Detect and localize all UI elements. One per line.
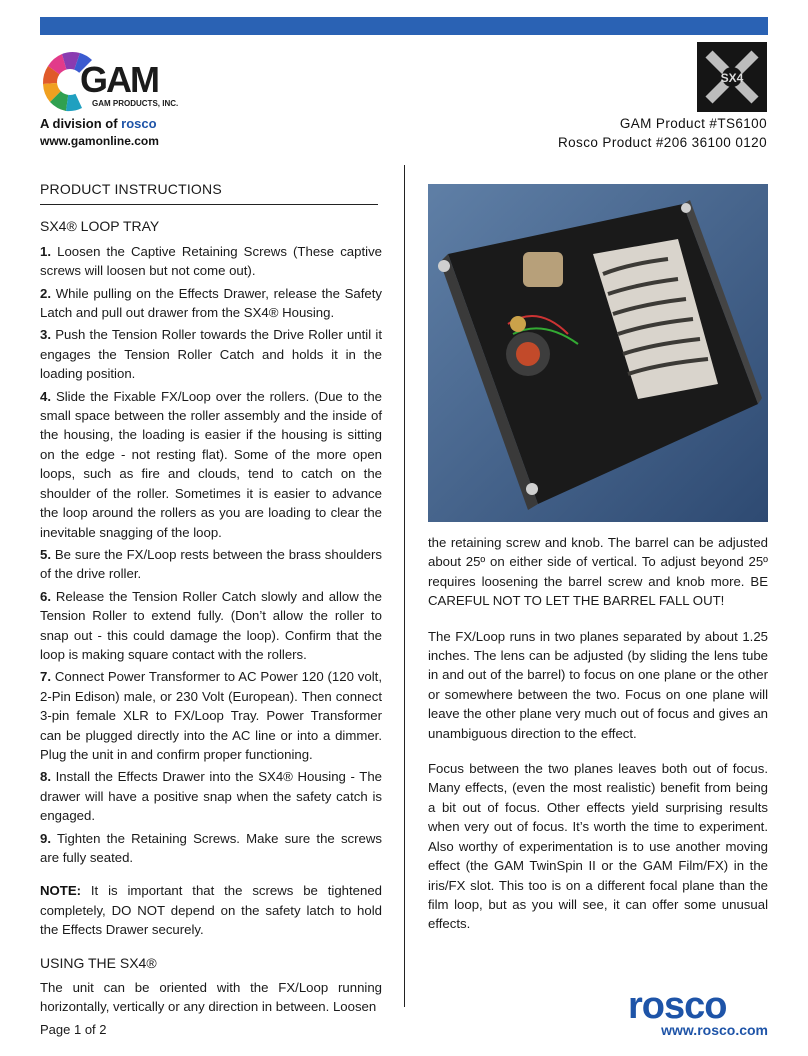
gam-logo [40, 44, 190, 118]
division-line [40, 116, 157, 131]
rosco-logo-text: rosco [628, 985, 727, 1024]
page-number: Page 1 of 2 [40, 1022, 107, 1037]
gam-product-number: GAM Product #TS6100 [619, 116, 767, 131]
loop-tray-title: SX4® LOOP TRAY [40, 218, 160, 235]
instruction-step: 2. While pulling on the Effects Drawer, release the Safety Latch and pull out drawer from the SX4® Housing. [40, 285, 382, 321]
instruction-step: 9. Tighten the Retaining Screws. Make sure the screws are fully seated. [40, 830, 382, 865]
instruction-step: 8. Install the Effects Drawer into the SX4® Housing - The drawer will have a positive snap when the safety catch is engaged. [40, 769, 383, 824]
right-paragraph-2: The FX/Loop runs in two planes separated by about 1.25 inches. The lens can be adjusted (by sliding the lens tube in and out of the barrel) to focus on one plane or the other or somewhere between the two. Focus on one plane will leave the other plane very much out of focus and gives an unambiguous direction to the effect. [428, 628, 768, 741]
instruction-step: 6. Release the Tension Roller Catch slowly and allow the Tension Roller to extend fully. (Don’t allow the roller to snap out - this could damage the loop). Confirm that the loop is making square contact with the rollers. [40, 588, 382, 662]
rosco-logo [628, 984, 768, 1024]
product-numbers [558, 114, 767, 152]
product-photo [428, 184, 768, 522]
sx4-badge [697, 42, 767, 112]
left-column [40, 180, 382, 1017]
using-text: The unit can be oriented with the FX/Loop running horizontally, vertically or any direction in between. Loosen [40, 980, 382, 1015]
instruction-step: 4. Slide the Fixable FX/Loop over the rollers. (Due to the small space between the roller assembly and the inside of the housing, the loading is easier if the housing is sitting on the edge - not resting flat). Some of the more open loops, such as fire and clouds, tend to catch on the shoulder of the roller. Sometimes it is easier to advance the loop around the rollers as you are loading to clear the inevitable snagging of the loop. [40, 388, 382, 540]
instruction-step: 5. Be sure the FX/Loop rests between the brass shoulders of the drive roller. [40, 546, 382, 582]
gam-url-link[interactable]: www.gamonline.com [40, 134, 159, 148]
using-title: USING THE SX4® [40, 954, 157, 971]
note-text: It is important that the screws be tightened completely, DO NOT depend on the safety latch to hold the Effects Drawer securely. [40, 883, 382, 938]
section-title: PRODUCT INSTRUCTIONS [40, 181, 222, 197]
right-column [428, 533, 768, 950]
sx4-badge-text: SX4 [720, 71, 744, 85]
division-prefix: A division of [40, 116, 118, 131]
gam-logo-subtext: GAM PRODUCTS, INC. [92, 99, 179, 108]
right-paragraph-3: Focus between the two planes leaves both out of focus. Many effects, (even the most realistic) benefit from being a bit out of focus. Other effects yield surprising results when very out of focus. It’s worth the time to experiment. Also worthy of experimentation is to use another moving effect (the GAM TwinSpin II or the GAM Film/FX) in the iris/FX slot. This too is on a different focal plane than the film loop, but as you will see, it can offer some unusual effects. [428, 761, 768, 932]
right-paragraph-1: the retaining screw and knob. The barrel can be adjusted about 25º on either side of vertical. To adjust beyond 25º requires loosening the barrel screw and knob more. BE CAREFUL NOT TO LET THE BARREL FALL OUT! [428, 535, 768, 609]
section-rule [40, 204, 378, 205]
instruction-step: 3. Push the Tension Roller towards the Drive Roller until it engages the Tension Roller Catch and holds it in the loading position. [40, 327, 382, 382]
gam-logo-text: GAM [80, 59, 158, 100]
top-accent-bar [40, 17, 768, 35]
instruction-step: 1. Loosen the Captive Retaining Screws (These captive screws will loosen but not come out). [40, 243, 382, 279]
note-paragraph [40, 881, 382, 939]
instruction-step: 7. Connect Power Transformer to AC Power 120 (120 volt, 2-Pin Edison) male, or 230 Volt (European). Then connect 3-pin female XLR to FX/Loop Tray. Power Transformer can be plugged directly into the AC line or into a dimmer. Plug the unit in and confirm proper functioning. [40, 669, 382, 762]
division-brand: rosco [121, 116, 157, 131]
column-divider [404, 165, 405, 1007]
note-label: NOTE: [40, 883, 82, 899]
rosco-product-number: Rosco Product #206 36100 0120 [558, 135, 767, 150]
rosco-url-link[interactable]: www.rosco.com [661, 1022, 768, 1038]
